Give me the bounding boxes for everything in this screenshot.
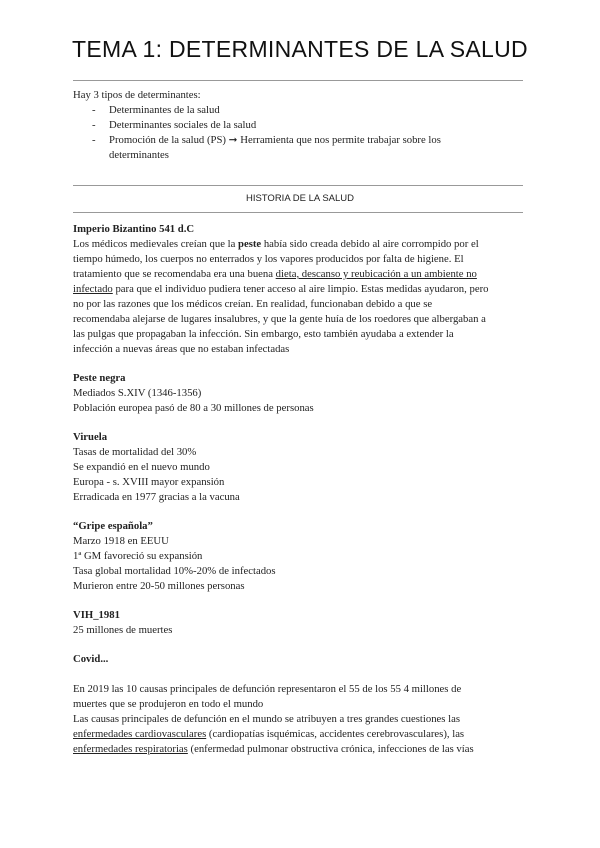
section-heading: HISTORIA DE LA SALUD: [245, 193, 355, 204]
page-title: TEMA 1: DETERMINANTES DE LA SALUD: [72, 36, 528, 62]
bizantino-line: infección a nuevas áreas que no estaban infectadas: [73, 343, 290, 355]
bizantino-line: tiempo húmedo, los cuerpos no enterrados y los vapores producidos por falta de higiene. El: [73, 253, 464, 265]
viruela-line: Erradicada en 1977 gracias a la vacuna: [73, 491, 240, 503]
list-item: Determinantes sociales de la salud: [109, 119, 257, 131]
list-bullet: -: [92, 134, 96, 146]
list-bullet: -: [92, 104, 96, 116]
bizantino-line: no por las razones que los médicos creían. En realidad, funcionaban debido a que se: [73, 298, 433, 310]
causas-line: En 2019 las 10 causas principales de defunción representaron el 55 de los 55 4 millones de: [73, 683, 462, 695]
intro-text: Hay 3 tipos de determinantes:: [73, 89, 201, 101]
list-item-continuation: determinantes: [109, 149, 169, 161]
gripe-line: Marzo 1918 en EEUU: [73, 535, 169, 547]
section-divider-top: [73, 185, 523, 186]
list-item: Promoción de la salud (PS) ➞ Herramienta que nos permite trabajar sobre los: [109, 134, 441, 146]
bizantino-line: infectado para que el individuo pudiera tener acceso al aire limpio. Estas medidas ayudaron, pero: [73, 283, 489, 295]
vih-line: 25 millones de muertes: [73, 624, 173, 636]
bizantino-line: las pulgas que propagaban la infección. Sin embargo, esto también ayudaba a extender la: [73, 328, 454, 340]
peste-line: Población europea pasó de 80 a 30 millones de personas: [73, 402, 314, 414]
bizantino-line: Los médicos medievales creían que la peste había sido creada debido al aire corrompido por el: [73, 238, 479, 250]
causas-line: enfermedades cardiovasculares (cardiopatías isquémicas, accidentes cerebrovasculares), las: [73, 728, 465, 740]
list-item: Determinantes de la salud: [109, 104, 220, 116]
gripe-line: Tasa global mortalidad 10%-20% de infectados: [73, 565, 276, 577]
covid-heading: Covid...: [73, 653, 109, 665]
causas-line: muertes que se produjeron en todo el mundo: [73, 698, 264, 710]
viruela-heading: Viruela: [73, 431, 108, 443]
list-bullet: -: [92, 119, 96, 131]
gripe-heading: “Gripe española”: [73, 520, 153, 532]
peste-line: Mediados S.XIV (1346-1356): [73, 387, 202, 399]
gripe-line: Murieron entre 20-50 millones personas: [73, 580, 245, 592]
viruela-line: Europa - s. XVIII mayor expansión: [73, 476, 225, 488]
gripe-line: 1ª GM favoreció su expansión: [73, 550, 203, 562]
viruela-line: Tasas de mortalidad del 30%: [73, 446, 197, 458]
bizantino-line: tratamiento que se recomendaba era una buena dieta, descanso y reubicación a un ambiente no: [73, 268, 477, 280]
section-divider-bottom: [73, 212, 523, 213]
viruela-line: Se expandió en el nuevo mundo: [73, 461, 210, 473]
causas-line: enfermedades respiratorias (enfermedad pulmonar obstructiva crónica, infecciones de las vías: [73, 743, 474, 755]
title-divider: [73, 80, 523, 81]
vih-heading: VIH_1981: [73, 609, 120, 621]
bizantino-line: recomendaba alejarse de lugares insalubres, y que la gente huía de los roedores que albergaban a: [73, 313, 486, 325]
causas-line: Las causas principales de defunción en el mundo se atribuyen a tres grandes cuestiones las: [73, 713, 460, 725]
bizantino-heading: Imperio Bizantino 541 d.C: [73, 223, 195, 235]
peste-heading: Peste negra: [73, 372, 126, 384]
